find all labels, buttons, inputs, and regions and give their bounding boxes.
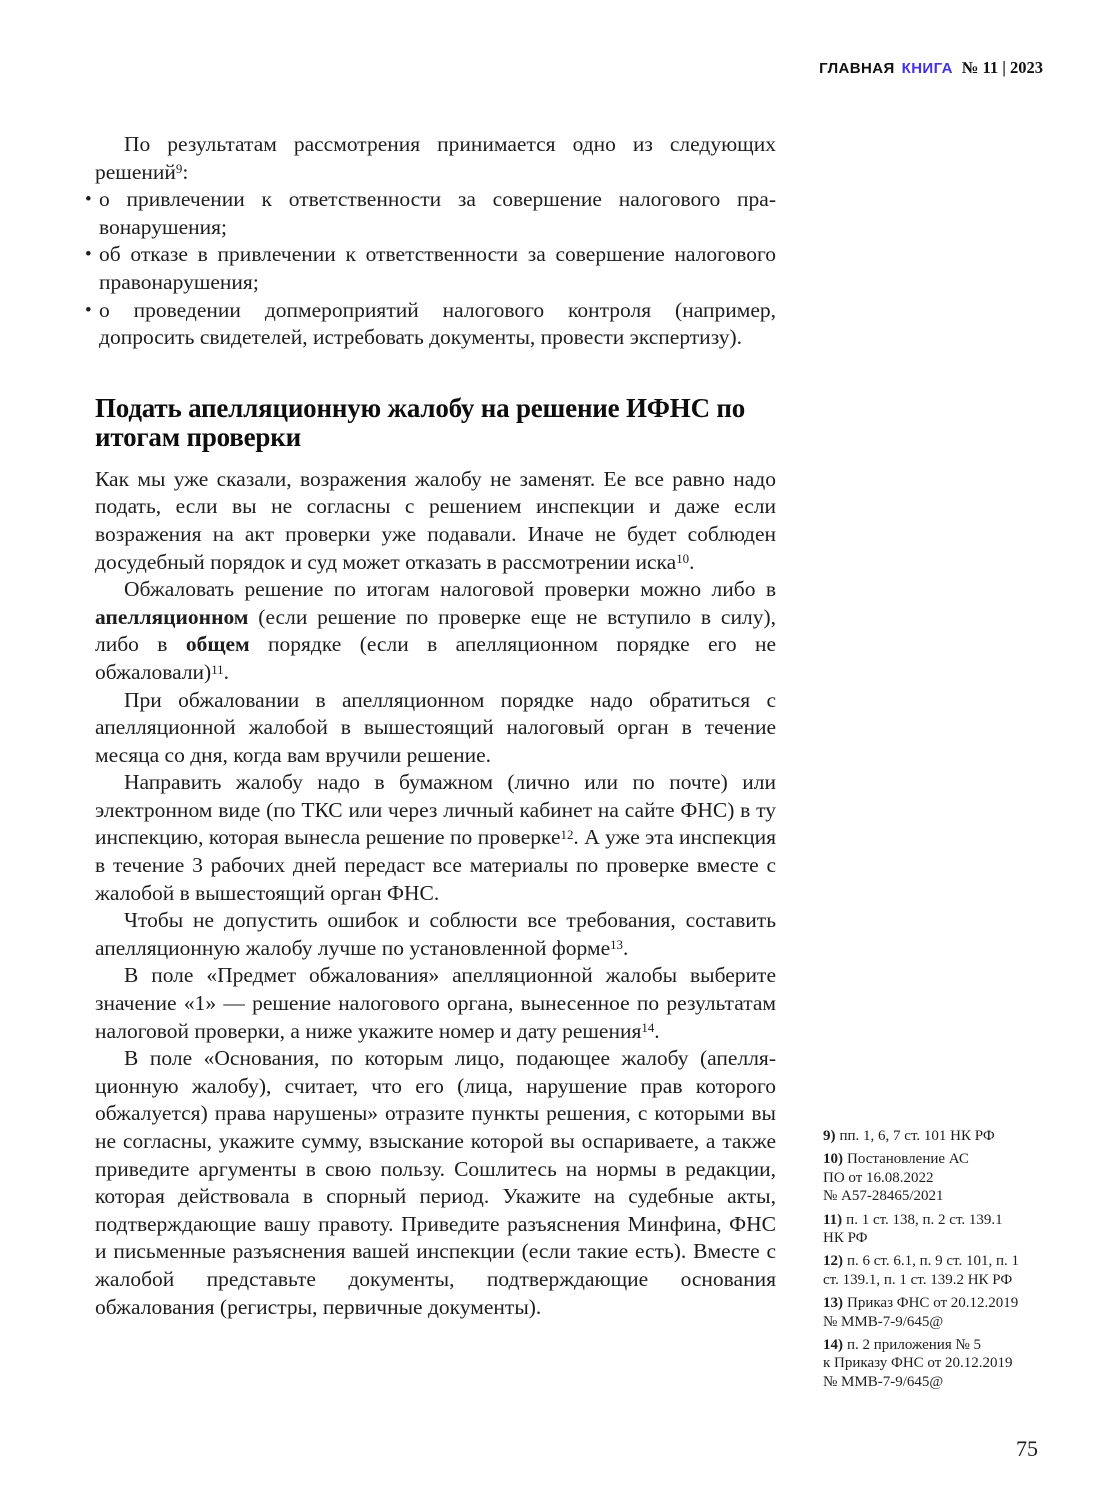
list-item [85, 297, 776, 352]
section-heading: Подать апелляционную жалобу на решение ИФНС по итогам проверки [95, 392, 746, 453]
bullet-icon: • [85, 244, 92, 266]
footnote-number: 14) [823, 1337, 843, 1354]
list-item-text: о привлечении к ответственности за совершение налогового правонарушения; [99, 187, 776, 239]
footnote-text: п. 2 приложения № 5 к Приказу ФНС от 20.12.2019 № ММВ-7-9/645@ [823, 1337, 1013, 1390]
footnote [823, 1211, 1041, 1248]
footnotes-sidebar [823, 1127, 1041, 1396]
footnote [823, 1336, 1041, 1391]
page-number: 75 [1016, 1436, 1038, 1461]
page-header [0, 58, 1043, 78]
paragraph: Направить жалобу надо в бумажном (лично или по почте) или электронном виде (по ТКС или через личный кабинет на сайте ФНС) в ту инспекцию, которая вынесла решение по проверке$^{12}$. А уже эта инспекция в течение 3 рабочих дней передаст все материалы по проверке вместе с жалобой в вышестоящий орган ФНС. [95, 770, 776, 905]
paragraph: Как мы уже сказали, возражения жалобу не заменят. Ее все равно надо подать, если вы не согласны с решением инспекции и даже если возражения на акт проверки уже подавали. Иначе не будет соблюден досудебный порядок и суд может отказать в рассмотрении иска$^{10}$. [95, 466, 776, 574]
intro-paragraph: По результатам рассмотрения принимается одно из следующих решений$^9$: [95, 132, 776, 184]
footnote-text: пп. 1, 6, 7 ст. 101 НК РФ [839, 1128, 995, 1144]
footnote-number: 10) [823, 1151, 843, 1168]
footnote-number: 11) [823, 1211, 843, 1228]
bullet-icon: • [85, 299, 92, 321]
paragraph: В поле «Основания, по которым лицо, подающее жалобу (апелляционную жалобу), считает, что его (лица, нарушение прав которого обжалуется) права нарушены» отразите пункты решения, с которыми вы не согласны, укажите сумму, взыскание которой вы оспариваете, а также приведите аргументы в свою пользу. Сошлитесь на нормы в редакции, которая действовала в спорный период. Укажите на судебные акты, подтверждающие вашу правоту. Приведите разъяснения Минфина, ФНС и письменные разъяснения вашей инспекции (если такие есть). Вместе с жалобой представьте документы, подтверждающие основания обжалования (регистры, первичные документы). [95, 1046, 776, 1319]
list-item [85, 186, 776, 241]
footnote [823, 1150, 1041, 1205]
footnote-number: 13) [823, 1295, 843, 1312]
magazine-name-accent: КНИГА [901, 60, 953, 77]
paragraph: В поле «Предмет обжалования» апелляционной жалобы выберите значение «1» — решение налогового органа, вынесенное по результатам налоговой проверки, а ниже укажите номер и дату решения$^{14}$. [95, 963, 776, 1043]
footnote-number: 9) [823, 1128, 836, 1144]
issue-label: № 11 | 2023 [961, 58, 1043, 77]
paragraph: Обжаловать решение по итогам налоговой проверки можно либо в апелляционном (если решение по проверке еще не вступило в силу), либо в общем порядке (если в апелляционном порядке его не обжаловали)$^{11}$. [95, 577, 776, 684]
footnote [823, 1294, 1041, 1331]
list-item [85, 241, 776, 296]
footnote-text: п. 6 ст. 6.1, п. 9 ст. 101, п. 1 ст. 139.1, п. 1 ст. 139.2 НК РФ [823, 1253, 1020, 1288]
footnote-number: 12) [823, 1253, 843, 1270]
footnote-text: п. 1 ст. 138, п. 2 ст. 139.1 НК РФ [823, 1211, 1003, 1247]
footnote-text: Постановление АС ПО от 16.08.2022 № А57-28465/2021 [823, 1151, 969, 1205]
decisions-list [85, 186, 776, 352]
article-column [85, 131, 776, 1321]
footnote [823, 1127, 1041, 1145]
footnote [823, 1252, 1041, 1289]
bullet-icon: • [85, 189, 92, 211]
paragraph: Чтобы не допустить ошибок и соблюсти все требования, составить апелляционную жалобу лучше по установленной форме$^{13}$. [95, 908, 776, 960]
paragraph: При обжаловании в апелляционном порядке надо обратиться с апелляционной жалобой в вышестоящий налоговый орган в течение месяца со дня, когда вам вручили решение. [95, 687, 776, 767]
list-item-text: об отказе в привлечении к ответственности за совершение налогового правонарушения; [99, 242, 776, 294]
list-item-text: о проведении допмероприятий налогового контроля (например, допросить свидетелей, истребовать документы, провести экспертизу). [99, 297, 776, 350]
footnote-text: Приказ ФНС от 20.12.2019 № ММВ-7-9/645@ [823, 1295, 1019, 1330]
magazine-name-primary: ГЛАВНАЯ [819, 60, 895, 77]
